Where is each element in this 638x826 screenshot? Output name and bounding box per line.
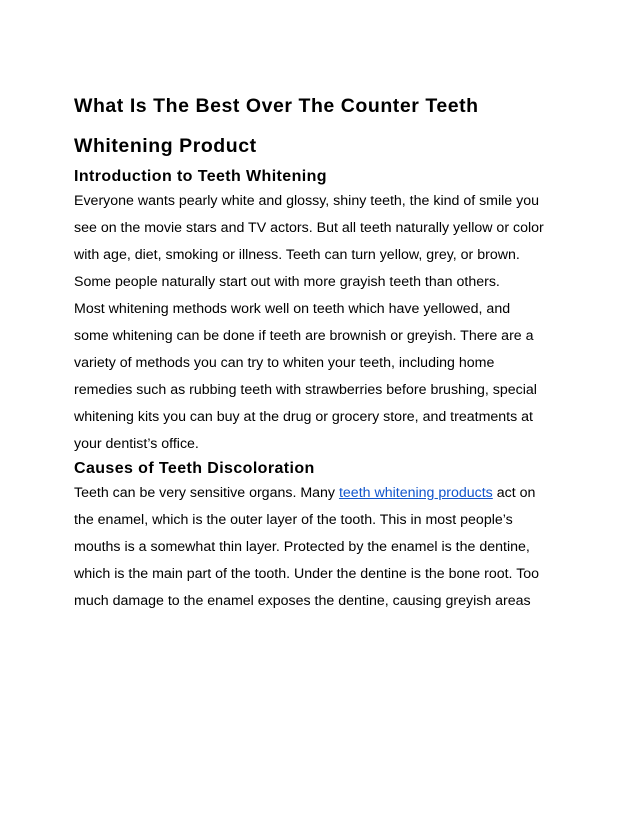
paragraph-line: much damage to the enamel exposes the dentine, causing greyish areas [74, 593, 531, 609]
title-line: What Is The Best Over The Counter Teeth [74, 95, 479, 117]
paragraph-line: see on the movie stars and TV actors. But all teeth naturally yellow or color [74, 220, 544, 236]
paragraph-line: which is the main part of the tooth. Under the dentine is the bone root. Too [74, 566, 540, 582]
paragraph [74, 188, 574, 296]
section-heading-introduction: Introduction to Teeth Whitening [74, 168, 327, 185]
paragraph-line: the enamel, which is the outer layer of the tooth. This in most people’s [74, 512, 513, 528]
text-run: act on [492, 485, 536, 501]
document-page [74, 86, 574, 615]
teeth-whitening-products-link[interactable]: teeth whitening products [338, 485, 493, 501]
paragraph-line: mouths is a somewhat thin layer. Protected by the enamel is the dentine, [74, 539, 530, 555]
paragraph-line: some whitening can be done if teeth are brownish or greyish. There are a [74, 328, 534, 344]
paragraph-line [74, 480, 574, 507]
section-heading-causes: Causes of Teeth Discoloration [74, 460, 315, 477]
paragraph-line: remedies such as rubbing teeth with strawberries before brushing, special [74, 382, 537, 398]
paragraph-line: Everyone wants pearly white and glossy, shiny teeth, the kind of smile you [74, 193, 540, 209]
paragraph [74, 480, 574, 615]
paragraph-line: with age, diet, smoking or illness. Teeth can turn yellow, grey, or brown. [74, 247, 520, 263]
text-run: Teeth can be very sensitive organs. Many [74, 485, 339, 501]
paragraph-line: whitening kits you can buy at the drug or grocery store, and treatments at [74, 409, 533, 425]
paragraph-line: your dentist’s office. [74, 436, 199, 452]
paragraph-line: variety of methods you can try to whiten your teeth, including home [74, 355, 495, 371]
title-line: Whitening Product [74, 135, 257, 157]
document-title [74, 86, 574, 166]
paragraph [74, 296, 574, 458]
paragraph-line: Some people naturally start out with more grayish teeth than others. [74, 274, 500, 290]
paragraph-line: Most whitening methods work well on teeth which have yellowed, and [74, 301, 511, 317]
